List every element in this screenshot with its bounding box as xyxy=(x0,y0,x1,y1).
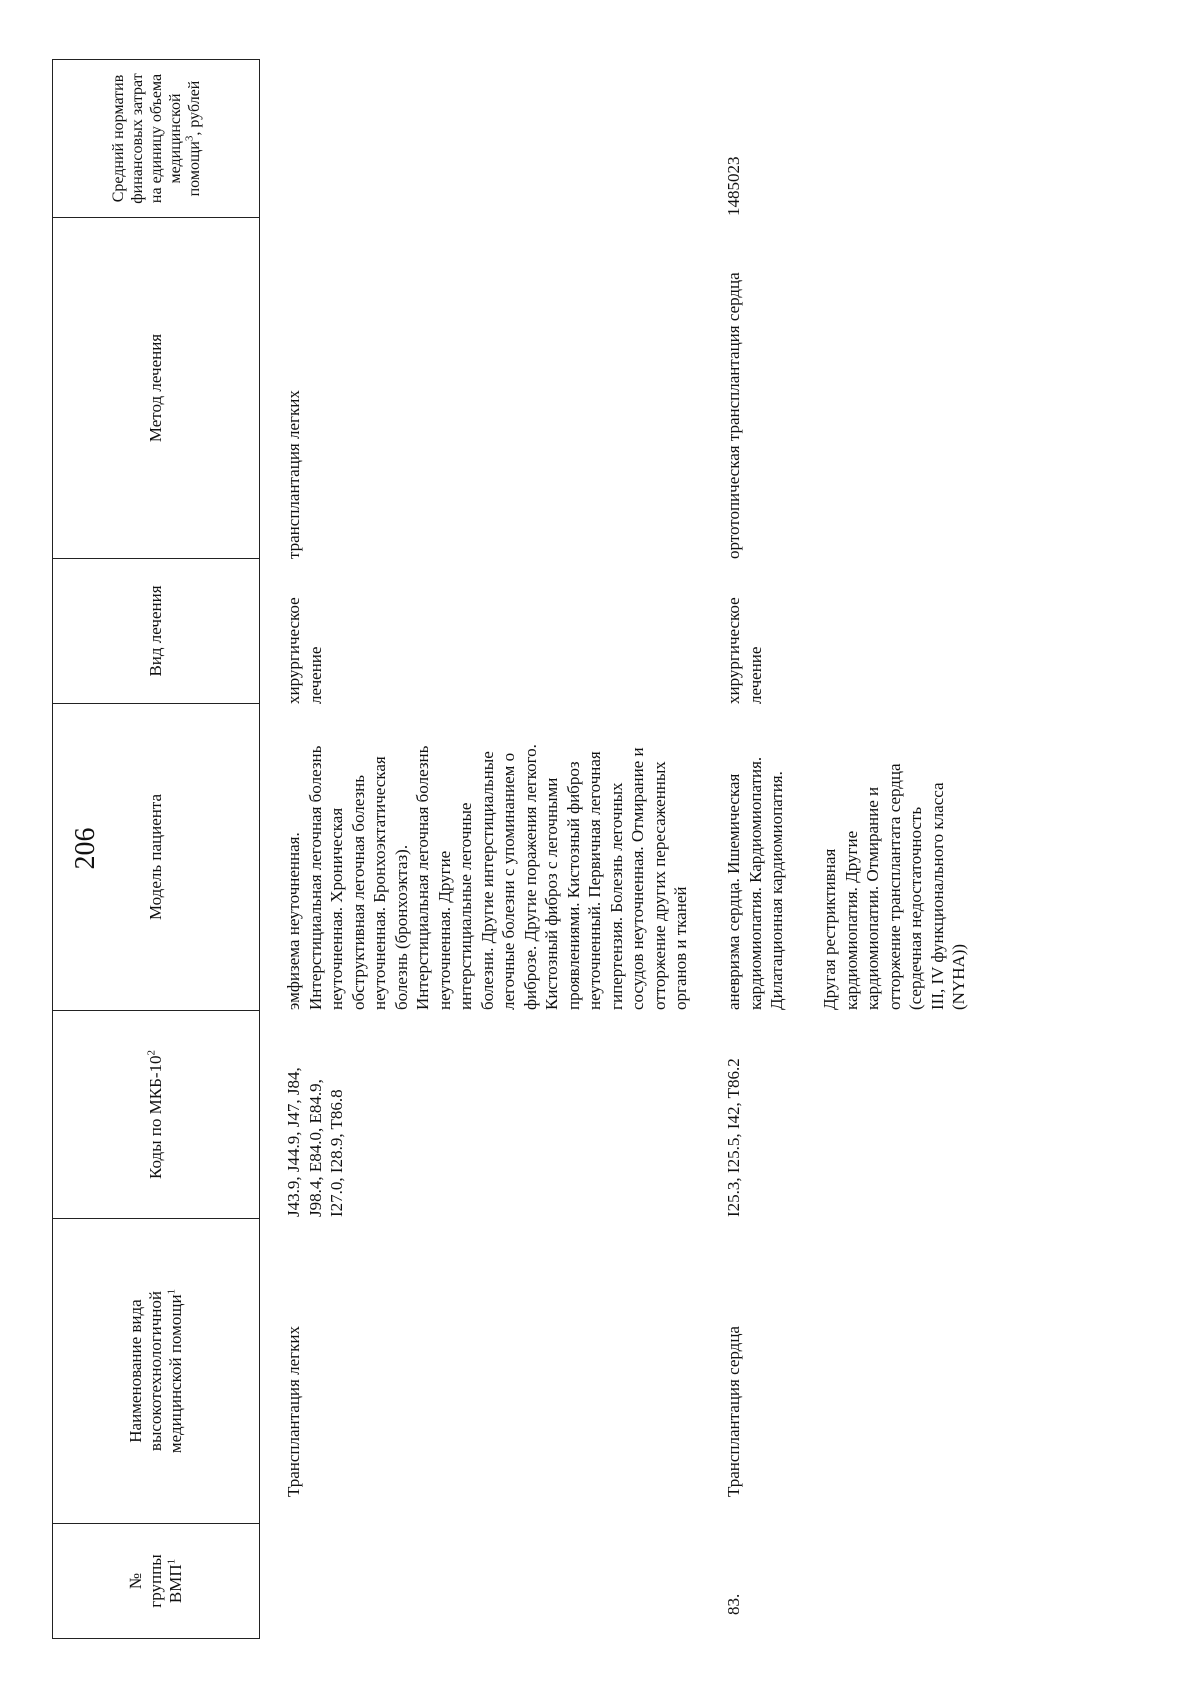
footnote-mark: 1 xyxy=(165,1558,178,1565)
header-cell-icd-codes xyxy=(52,1011,260,1219)
row2-patient-model: аневризма сердца. Ишемическая кардиомиопатия. Кардиомиопатия. Дилатационная кардиомиопатия. xyxy=(724,756,786,1010)
row2-cost: 1485023 xyxy=(724,156,743,216)
header-patient-model-label: Модель пациента xyxy=(146,793,165,921)
header-cell-treatment-method xyxy=(52,218,260,559)
footnote-mark: 2 xyxy=(145,1049,158,1056)
header-group-number-label: № группы ВМП xyxy=(126,1554,185,1608)
row2-treatment-type: хирургическое лечение xyxy=(724,597,765,704)
row2-patient-model-continued: Другая рестриктивная кардиомиопатия. Другие кардиомиопатии. Отмирание и отторжение трансплантата сердца (сердечная недостаточность III, IV функционального класса (NYHA)) xyxy=(820,763,968,1010)
row1-icd-codes: J43.9, J44.9, J47, J84, J98.4, E84.0, E84.9, I27.0, I28.9, T86.8 xyxy=(284,1067,346,1217)
row1-treatment-type: хирургическое лечение xyxy=(284,597,325,704)
row2-treatment-method: ортотопическая трансплантация сердца xyxy=(724,272,743,559)
header-vmp-name-label: Наименование вида высокотехнологичной медицинской помощи xyxy=(126,1290,185,1454)
row1-patient-model: эмфизема неуточненная. Интерстициальная легочная болезнь неуточненная. Хроническая обструктивная легочная болезнь неуточненная. Бронхоэктатическая болезнь (бронхоэктаз). Интерстициальная легочная болезнь неуточненная. Другие интерстициальные легочные болезни. Другие интерстициальные легочные болезни с упоминанием о фиброзе. Другие поражения легкого. Кистозный фиброз с легочными проявлениями. Кистозный фиброз неуточненный. Первичная легочная гипертензия. Болезнь легочных сосудов неуточненная. Отмирание и отторжение других пересаженных органов и тканей xyxy=(284,744,690,1010)
row2-number: 83. xyxy=(724,1593,743,1615)
page-number: 206 xyxy=(70,827,101,870)
row2-icd-codes: I25.3, I25.5, I42, T86.2 xyxy=(724,1058,743,1217)
header-cell-patient-model xyxy=(52,704,260,1011)
footnote-mark: 1 xyxy=(165,1288,178,1295)
header-icd-codes-label: Коды по МКБ-10 xyxy=(146,1055,165,1180)
header-cost-norm-label: Средний норматив финансовых затрат на единицу объема медицинской помощи xyxy=(109,73,203,204)
header-cell-vmp-name xyxy=(52,1219,260,1524)
header-cost-norm-unit: , рублей xyxy=(185,80,203,136)
row1-treatment-method: трансплантация легких xyxy=(284,390,303,559)
header-cell-group-number xyxy=(52,1524,260,1639)
row2-vmp-name: Трансплантация сердца xyxy=(724,1326,743,1497)
header-cell-cost-norm xyxy=(52,59,260,218)
footnote-mark: 3 xyxy=(183,135,196,142)
header-treatment-type-label: Вид лечения xyxy=(146,585,165,677)
header-cell-treatment-type xyxy=(52,559,260,704)
header-treatment-method-label: Метод лечения xyxy=(146,333,165,443)
row1-vmp-name: Трансплантация легких xyxy=(284,1326,303,1497)
